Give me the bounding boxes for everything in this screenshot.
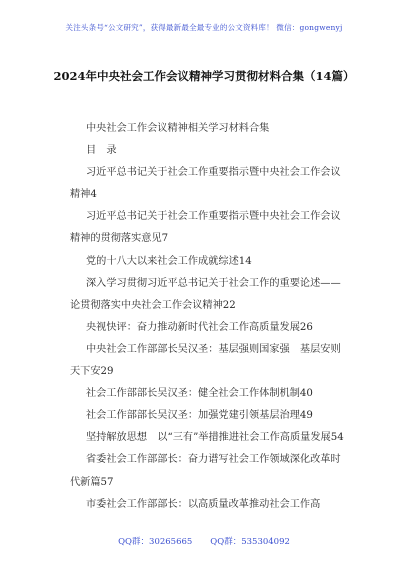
toc-entry: 党的十八大以来社会工作成就综述14 — [86, 255, 252, 267]
footer-contact — [0, 535, 408, 547]
document-title: 2024年中央社会工作会议精神学习贯彻材料合集（14篇） — [53, 69, 355, 83]
header-promo-note: 关注头条号“公文研究”，获得最新最全最专业的公文资料库！ 微信：gongwenyj — [65, 23, 343, 32]
toc-entry: 社会工作部部长吴汉圣：加强党建引领基层治理49 — [86, 410, 313, 422]
toc-entry: 市委社会工作部部长：以高质量改革推动社会工作高 — [86, 498, 321, 510]
footer-qq-group-2: QQ群：535304092 — [210, 537, 290, 547]
body-line: 中央社会工作会议精神相关学习材料合集 — [86, 123, 270, 134]
toc-entry: 深入学习贯彻习近平总书记关于社会工作的重要论述——论贯彻落实中央社会工作会议精神22 — [70, 277, 341, 311]
toc-entry: 习近平总书记关于社会工作重要指示暨中央社会工作会议精神4 — [70, 167, 341, 201]
toc-entry: 社会工作部部长吴汉圣：健全社会工作体制机制40 — [86, 388, 313, 400]
toc-heading: 目 录 — [86, 145, 117, 157]
toc-entry: 中央社会工作部部长吴汉圣：基层强则国家强 基层安则天下安29 — [70, 343, 341, 378]
toc-entry: 省委社会工作部部长：奋力谱写社会工作领域深化改革时代新篇57 — [70, 454, 341, 488]
toc-entry: 央视快评：奋力推动新时代社会工作高质量发展26 — [86, 321, 313, 333]
toc-entry: 习近平总书记关于社会工作重要指示暨中央社会工作会议精神的贯彻落实意见7 — [70, 211, 341, 245]
document-body — [70, 118, 350, 516]
footer-qq-group-1: QQ群：30265665 — [118, 537, 193, 547]
toc-entry: 坚持解放思想 以“三有”举措推进社会工作高质量发展54 — [86, 432, 344, 444]
